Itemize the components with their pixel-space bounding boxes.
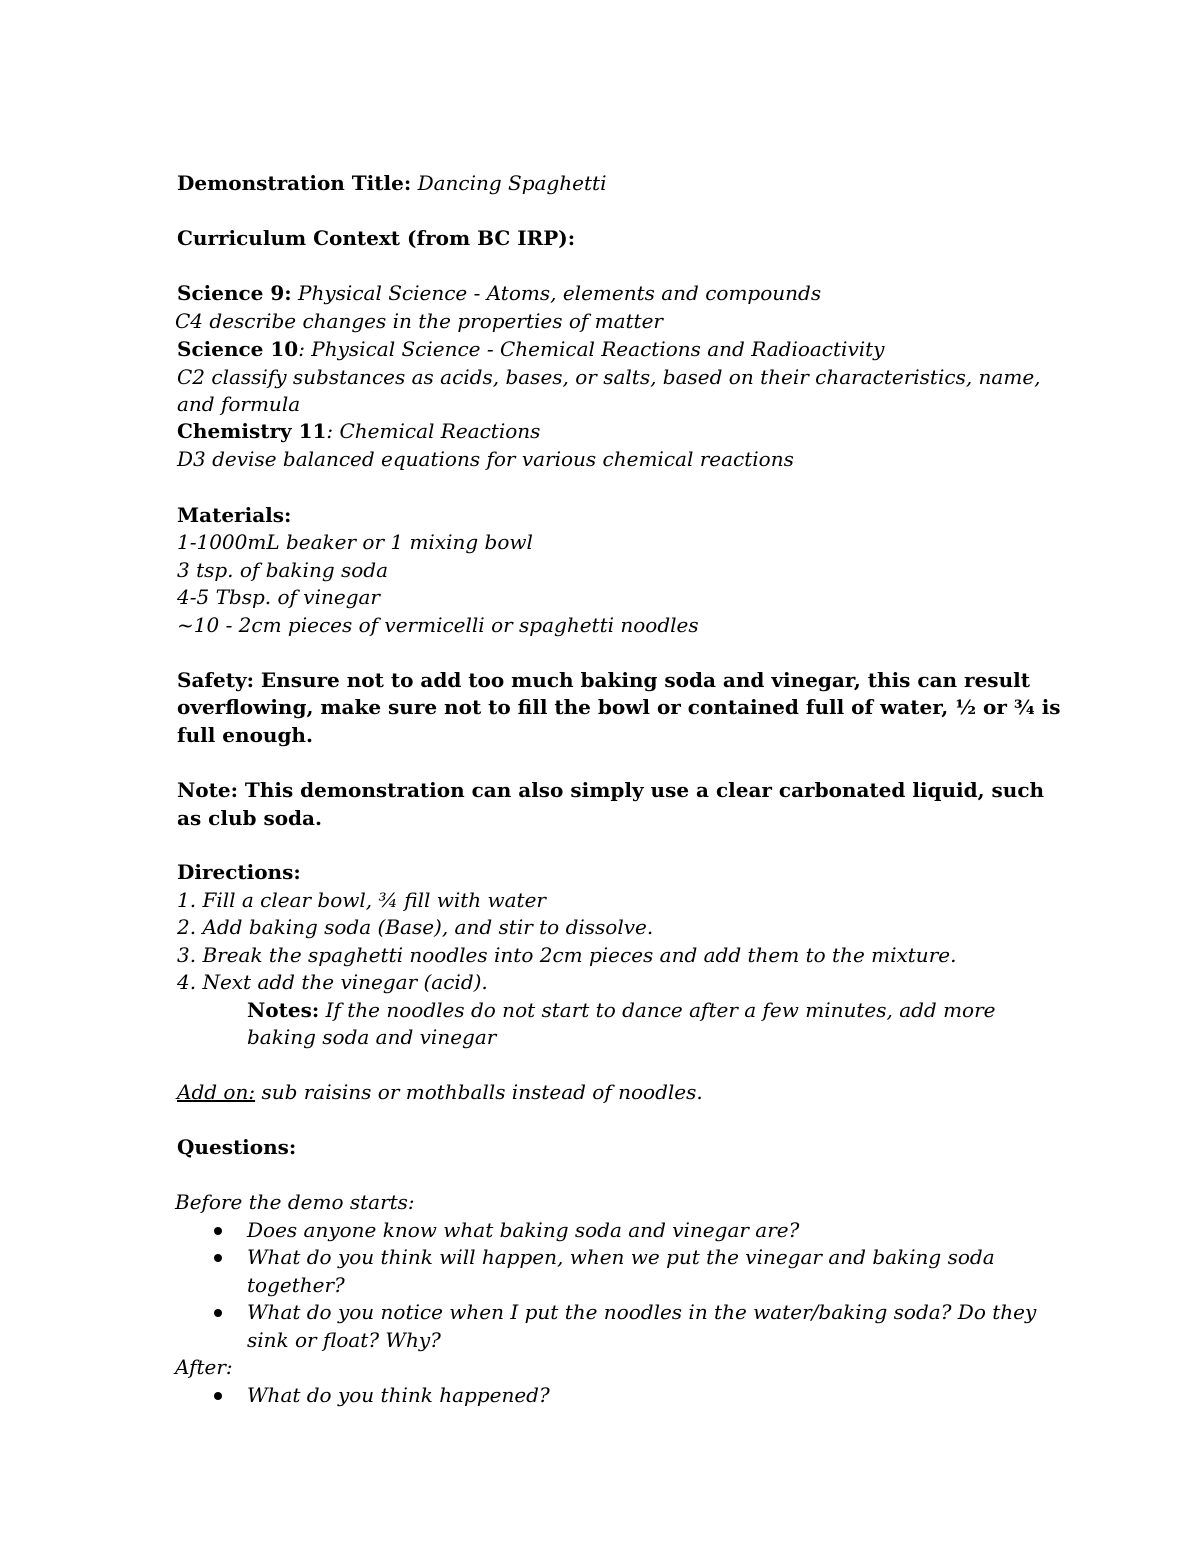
direction-step: 3. Break the spaghetti noodles into 2cm pieces and add them to the mixture. — [177, 943, 957, 967]
materials-item: 1-1000mL beaker or 1 mixing bowl — [177, 530, 533, 554]
materials-item: ~10 - 2cm pieces of vermicelli or spaghetti noodles — [177, 613, 699, 637]
chemistry-11-label: Chemistry 11 — [177, 419, 327, 443]
science-9-outcome: C4 describe changes in the properties of matter — [175, 309, 663, 333]
bullet-icon — [214, 1227, 222, 1235]
question-item: What do you think happened? — [247, 1383, 550, 1407]
add-on-line — [177, 1079, 703, 1106]
title-label: Demonstration Title: — [177, 171, 412, 195]
science-10-label: Science 10 — [177, 337, 299, 361]
directions-notes-text: If the noodles do not start to dance after a few minutes, add more — [325, 998, 996, 1022]
curriculum-heading: Curriculum Context (from BC IRP): — [177, 226, 576, 250]
directions-notes-line-2: baking soda and vinegar — [247, 1025, 497, 1049]
question-item: What do you think will happen, when we put the vinegar and baking soda — [247, 1245, 995, 1269]
chemistry-11-text: : Chemical Reactions — [326, 419, 541, 443]
before-demo-label: Before the demo starts: — [175, 1190, 415, 1214]
safety-line-3: full enough. — [177, 723, 313, 747]
question-item-continued: sink or float? Why? — [247, 1328, 441, 1352]
question-item-continued: together? — [247, 1273, 345, 1297]
directions-heading: Directions: — [177, 860, 301, 884]
demonstration-title — [177, 170, 606, 197]
direction-step: 2. Add baking soda (Base), and stir to dissolve. — [177, 915, 654, 939]
add-on-label: Add on: — [177, 1080, 256, 1104]
title-value: Dancing Spaghetti — [417, 171, 607, 195]
safety-line-2: overflowing, make sure not to fill the bowl or contained full of water, ½ or ¾ is — [177, 695, 1061, 719]
science-9-line — [177, 280, 821, 307]
safety-line-1: Safety: Ensure not to add too much baking soda and vinegar, this can result — [177, 668, 1030, 692]
materials-item: 3 tsp. of baking soda — [177, 558, 389, 582]
science-10-text: : Physical Science - Chemical Reactions and Radioactivity — [298, 337, 885, 361]
chemistry-11-line — [177, 418, 540, 445]
science-9-label: Science 9: — [177, 281, 292, 305]
question-item: What do you notice when I put the noodles in the water/baking soda? Do they — [247, 1300, 1037, 1324]
add-on-text: sub raisins or mothballs instead of noodles. — [261, 1080, 703, 1104]
science-10-outcome-line-2: and formula — [177, 392, 301, 416]
after-label: After: — [175, 1355, 233, 1379]
note-line-1: Note: This demonstration can also simply use a clear carbonated liquid, such — [177, 778, 1045, 802]
direction-step: 4. Next add the vinegar (acid). — [177, 970, 488, 994]
question-item: Does anyone know what baking soda and vinegar are? — [247, 1218, 800, 1242]
directions-notes-label: Notes: — [247, 998, 320, 1022]
materials-item: 4-5 Tbsp. of vinegar — [177, 585, 380, 609]
chemistry-11-outcome: D3 devise balanced equations for various chemical reactions — [177, 447, 794, 471]
questions-heading: Questions: — [177, 1135, 297, 1159]
note-line-2: as club soda. — [177, 806, 322, 830]
materials-heading: Materials: — [177, 503, 292, 527]
science-10-outcome-line-1: C2 classify substances as acids, bases, or salts, based on their characteristics, name, — [177, 365, 1041, 389]
science-10-line — [177, 336, 884, 363]
bullet-icon — [214, 1254, 222, 1262]
bullet-icon — [214, 1392, 222, 1400]
direction-step: 1. Fill a clear bowl, ¾ fill with water — [177, 888, 546, 912]
bullet-icon — [214, 1309, 222, 1317]
directions-notes-line-1 — [247, 997, 996, 1024]
science-9-text: Physical Science - Atoms, elements and compounds — [298, 281, 822, 305]
